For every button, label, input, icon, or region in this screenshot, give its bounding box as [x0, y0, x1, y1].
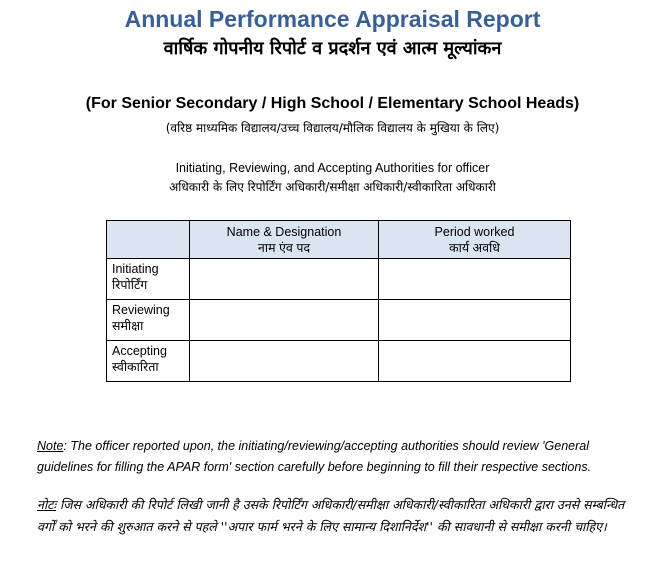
initiating-period-cell[interactable] — [379, 259, 571, 300]
row-label: Initiating — [112, 262, 159, 276]
row-label-hindi: स्वीकारिता — [112, 360, 159, 374]
column-header-name — [190, 221, 379, 259]
column-header-label: Name & Designation — [226, 224, 342, 239]
note-label-hindi: नोटः — [37, 497, 57, 512]
note-label: Note — [37, 439, 64, 453]
column-header-label-hindi: कार्य अवधि — [449, 240, 500, 255]
note-english — [37, 436, 642, 478]
page-subtitle: (For Senior Secondary / High School / Elementary School Heads) — [85, 95, 580, 112]
column-header-label: Period worked — [434, 224, 515, 239]
row-label: Accepting — [112, 344, 167, 358]
accepting-name-cell[interactable] — [190, 341, 379, 382]
reviewing-name-cell[interactable] — [190, 300, 379, 341]
table-header-row — [107, 221, 571, 259]
row-label-cell — [107, 259, 190, 300]
column-header-period — [379, 221, 571, 259]
note-hindi — [37, 494, 642, 538]
row-label-hindi: रिपोर्टिंग — [112, 278, 148, 292]
table-row — [107, 259, 571, 300]
initiating-name-cell[interactable] — [190, 259, 379, 300]
table-corner-cell — [107, 221, 190, 259]
authorities-heading: Initiating, Reviewing, and Accepting Authorities for officer — [175, 161, 490, 175]
authorities-heading-hindi: अधिकारी के लिए रिपोर्टिंग अधिकारी/समीक्षा अधिकारी/स्वीकारिता अधिकारी — [169, 180, 496, 194]
authorities-table — [106, 220, 571, 382]
note-text: : The officer reported upon, the initiating/reviewing/accepting authorities should review 'General guidelines for filling the APAR form' section carefully before beginning to fill their respective sections. — [37, 439, 592, 474]
page-title: Annual Performance Appraisal Report — [124, 6, 541, 32]
reviewing-period-cell[interactable] — [379, 300, 571, 341]
row-label-cell — [107, 341, 190, 382]
row-label-cell — [107, 300, 190, 341]
accepting-period-cell[interactable] — [379, 341, 571, 382]
column-header-label-hindi: नाम एंव पद — [257, 240, 311, 255]
table-row — [107, 300, 571, 341]
row-label: Reviewing — [112, 303, 170, 317]
page-subtitle-hindi: (वरिष्ठ माध्यमिक विद्यालय/उच्च विद्यालय/मौलिक विद्यालय के मुखिया के लिए) — [165, 121, 500, 135]
row-label-hindi: समीक्षा — [112, 319, 144, 333]
table-row — [107, 341, 571, 382]
page-title-hindi: वार्षिक गोपनीय रिपोर्ट व प्रदर्शन एवं आत्म मूल्यांकन — [163, 38, 502, 59]
note-text-hindi: जिस अधिकारी की रिपोर्ट लिखी जानी है उसके रिपोर्टिंग अधिकारी/समीक्षा अधिकारी/स्वीकारिता अधिकारी द्वारा उनसे सम्बन्धित वर्गों को भरने की शुरुआत करने से पहले ''अपार फार्म भरने के लिए सामान्य दिशानिर्देश'' की सावधानी से समीक्षा करनी चाहिए। — [37, 497, 625, 534]
